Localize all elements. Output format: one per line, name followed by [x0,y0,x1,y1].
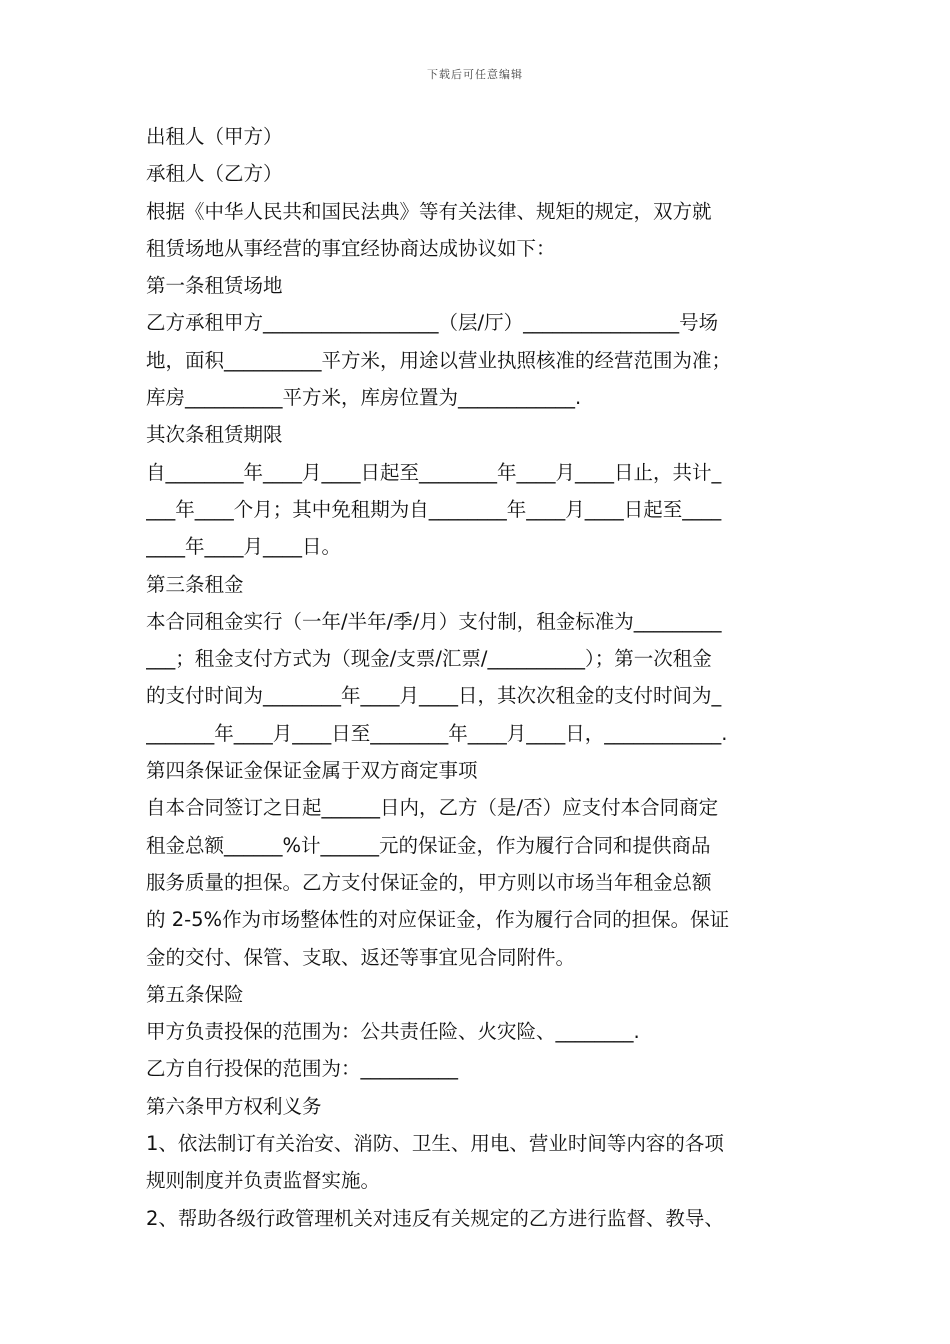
text-line: 的支付时间为________年____月____日，其次次租金的支付时间为_ [146,684,722,708]
text-line: 本合同租金实行（一年/半年/季/月）支付制，租金标准为_________ [146,609,722,633]
text-line: 服务质量的担保。乙方支付保证金的，甲方则以市场当年租金总额 [146,870,712,894]
page-header: 下载后可任意编辑 [427,68,523,81]
text-line: 1、依法制订有关治安、消防、卫生、用电、营业时间等内容的各项 [146,1132,724,1156]
text-line: _______年____月____日至________年____月____日，____________. [146,721,728,745]
text-line: 金的交付、保管、支取、返还等事宜见合同附件。 [146,945,576,969]
section-heading: 第四条保证金保证金属于双方商定事项 [146,759,478,783]
section-heading: 第三条租金 [146,572,244,596]
section-heading: 其次条租赁期限 [146,423,283,447]
text-line: 租赁场地从事经营的事宜经协商达成协议如下： [146,236,556,260]
text-line: 规则制度并负责监督实施。 [146,1169,381,1193]
section-heading: 第一条租赁场地 [146,274,283,298]
text-line: 根据《中华人民共和国民法典》等有关法律、规矩的规定，双方就 [146,199,712,223]
text-line: 甲方负责投保的范围为：公共责任险、火灾险、________. [146,1020,640,1044]
text-line: 出租人（甲方） [146,125,283,148]
text-line: 库房__________平方米，库房位置为____________. [146,386,582,410]
text-line: 自________年____月____日起至________年____月____日止，共计_ [146,460,722,484]
text-line: 乙方承租甲方__________________（层/厅）________________号场 [146,311,719,335]
text-line: ___年____个月；其中免租期为自________年____月____日起至____ [146,497,722,521]
text-line: 地，面积__________平方米，用途以营业执照核准的经营范围为准； [146,348,732,372]
section-heading: 第六条甲方权利义务 [146,1094,322,1118]
text-line: 的 2-5%作为市场整体性的对应保证金，作为履行合同的担保。保证 [146,908,730,932]
contract-body [146,118,814,1237]
section-heading: 第五条保险 [146,982,244,1006]
text-line: 租金总额______%计______元的保证金，作为履行合同和提供商品 [146,833,711,857]
text-line: ___；租金支付方式为（现金/支票/汇票/__________）；第一次租金 [146,647,712,671]
text-line: 2、帮助各级行政管理机关对违反有关规定的乙方进行监督、教导、 [146,1206,724,1230]
text-line: 自本合同签订之日起______日内，乙方（是/否）应支付本合同商定 [146,796,719,820]
text-line: 乙方自行投保的范围为：__________ [146,1057,459,1081]
text-line: 承租人（乙方） [146,162,283,186]
text-line: ____年____月____日。 [146,535,342,559]
